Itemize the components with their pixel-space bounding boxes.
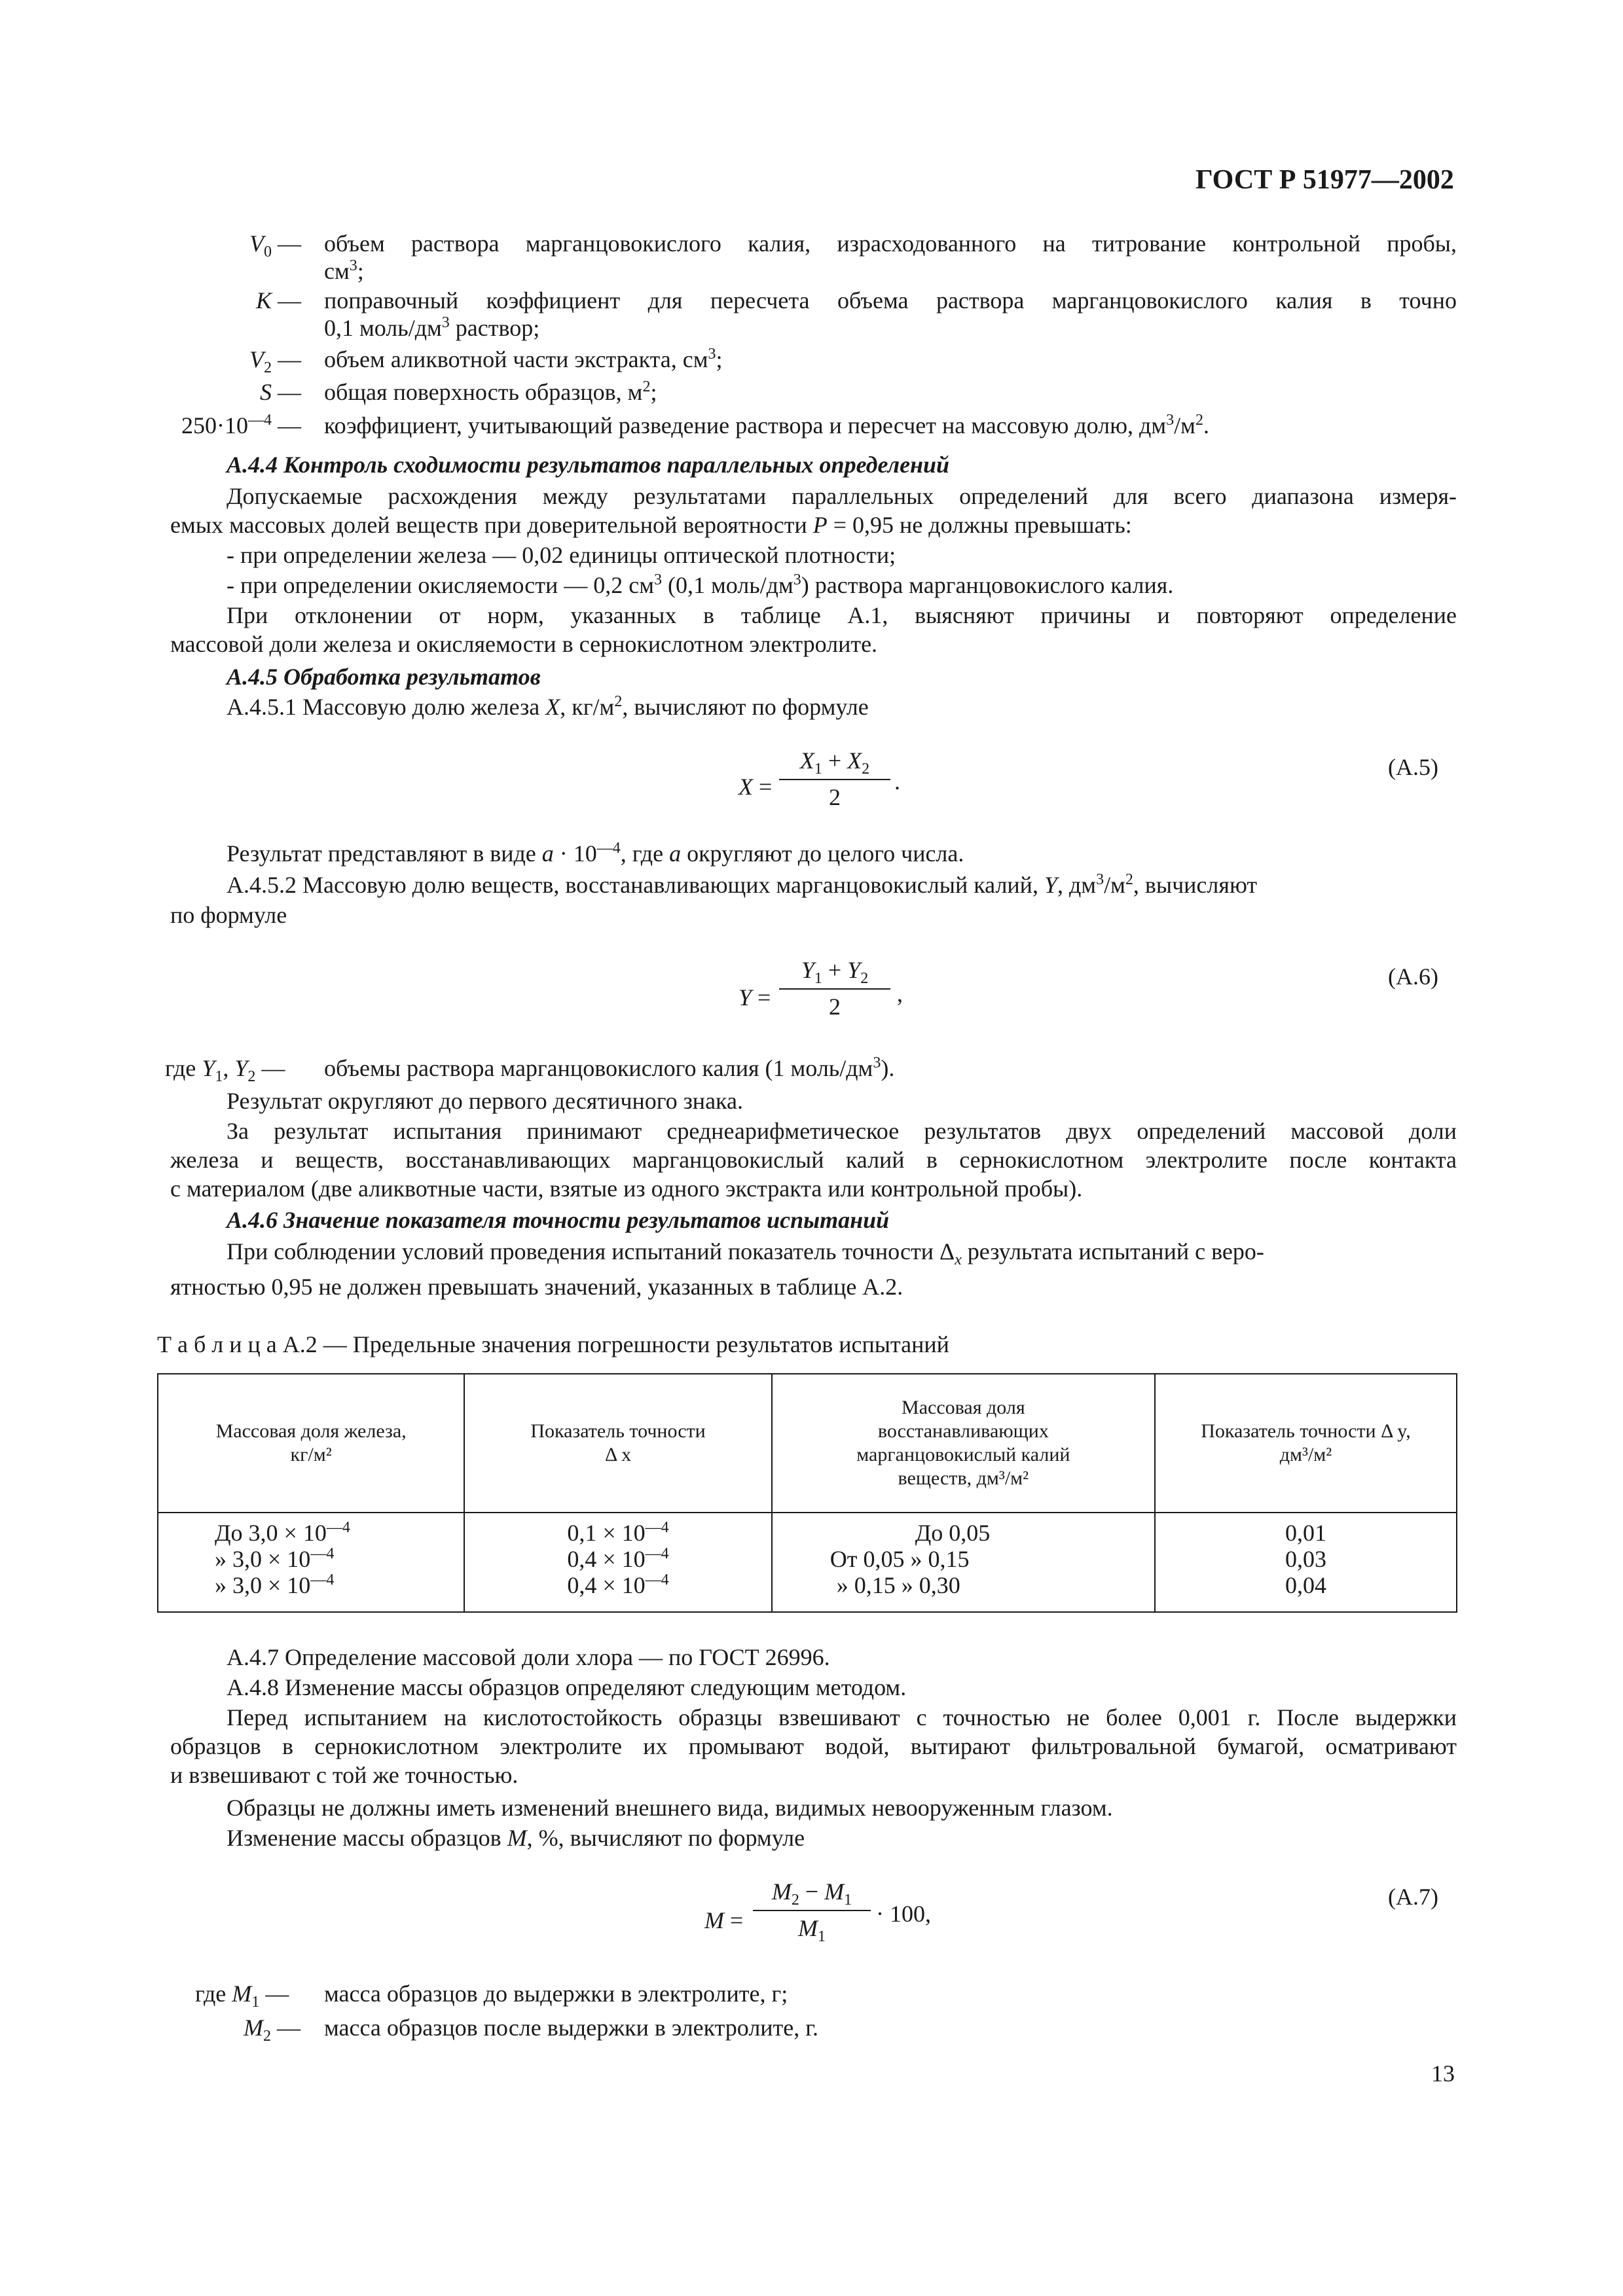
eq7-lhs: M = bbox=[704, 1907, 744, 1933]
eq6-number: (А.6) bbox=[1388, 963, 1438, 990]
a452-line2: по формуле bbox=[170, 902, 287, 928]
eq5-tail: . bbox=[894, 768, 900, 795]
eq5-number: (А.5) bbox=[1388, 754, 1438, 780]
a44-p1-line1: Допускаемые расхождения между результатами параллельных определений для всего диапазона измеря- bbox=[227, 483, 1457, 509]
iron-value-2: » $3,0 \times 10^{—4}$ bbox=[215, 1545, 335, 1572]
td-accuracy-x-values bbox=[464, 1513, 771, 1612]
eq7-fraction-bar bbox=[753, 1910, 871, 1911]
table-body-row bbox=[158, 1513, 1457, 1612]
def-text-k: поправочный коэффициент для пересчета объема раствора марганцовокислого калия в точно bbox=[324, 287, 1457, 314]
heading-a46: А.4.6 Значение показателя точности результатов испытаний bbox=[227, 1207, 890, 1233]
td-reducing-values bbox=[772, 1513, 1155, 1612]
eq5-numerator: $X_1 + X_2$ bbox=[799, 747, 870, 778]
a44-bullet-iron: - при определении железа — 0,02 единицы оптической плотности; bbox=[227, 542, 896, 568]
a44-bullet-oxid: - при определении окисляемости — 0,2 $см^3$ (0,1 моль/$дм^3$) раствора марганцовокислого калия. bbox=[227, 571, 1174, 598]
a46-line2: ятностью 0,95 не должен превышать значений, указанных в таблице А.2. bbox=[170, 1274, 903, 1300]
a45-p3-line2: железа и веществ, восстанавливающих марганцовокислый калий в сернокислотном электролите после контакта bbox=[170, 1147, 1457, 1173]
eq7-tail: · 100, bbox=[876, 1901, 931, 1927]
accuracy-x-1: $0,1 \times 10^{—4}$ bbox=[567, 1519, 669, 1546]
eq7-number: (А.7) bbox=[1388, 1884, 1438, 1910]
a48-def2-text: масса образцов после выдержки в электролите, г. bbox=[324, 2015, 818, 2041]
th-iron-fraction: Массовая доля железа, кг/м² bbox=[158, 1374, 464, 1513]
a44-p2-line1: При отклонении от норм, указанных в таблице А.1, выясняют причины и повторяют определение bbox=[227, 602, 1457, 628]
reducing-value-3: » 0,15 » 0,30 bbox=[836, 1572, 960, 1598]
page-number: 13 bbox=[1431, 2060, 1455, 2087]
table-a2 bbox=[157, 1373, 1457, 1613]
accuracy-y-2: 0,03 bbox=[1285, 1546, 1326, 1572]
eq6-fraction-bar bbox=[779, 988, 890, 990]
accuracy-y-3: 0,04 bbox=[1285, 1572, 1326, 1598]
a45-result2: Результат округляют до первого десятичного знака. bbox=[227, 1088, 743, 1114]
iron-value-1: До $3,0 \times 10^{—4}$ bbox=[215, 1519, 350, 1546]
eq7-denominator: $M_1$ bbox=[798, 1915, 826, 1946]
a48-def1-symbol: где $M_1$ — bbox=[195, 1981, 289, 2011]
eq7-numerator: $M_2 - M_1$ bbox=[771, 1878, 852, 1909]
table-header-row bbox=[158, 1374, 1457, 1513]
standard-code: ГОСТ Р 51977—2002 bbox=[1195, 165, 1454, 195]
eq5-fraction-bar bbox=[779, 779, 890, 780]
def-symbol-v2: $V_2$ — bbox=[249, 346, 301, 377]
def-symbol-coef: $250\cdot 10^{—4}$ — bbox=[181, 412, 301, 439]
td-iron-values bbox=[158, 1513, 464, 1612]
def-symbol-s: S — bbox=[260, 379, 301, 405]
a48-text: А.4.8 Изменение массы образцов определяют следующим методом. bbox=[227, 1674, 907, 1700]
def-text-coef: коэффициент, учитывающий разведение раствора и пересчет на массовую долю, $дм^3/м^2$. bbox=[324, 412, 1209, 439]
def-text-v0-cont: $см^3$; bbox=[324, 257, 364, 284]
accuracy-y-1: 0,01 bbox=[1285, 1520, 1326, 1546]
a45-result1: Результат представляют в виде $a \cdot 10^{—4}$, где a округляют до целого числа. bbox=[227, 840, 964, 867]
a45-p3-line3: с материалом (две аликвотные части, взятые из одного экстракта или контрольной пробы). bbox=[170, 1175, 1083, 1202]
eq5-denominator: 2 bbox=[829, 784, 841, 810]
a451-text: А.4.5.1 Массовую долю железа X, $кг/м^2$, вычисляют по формуле bbox=[227, 693, 869, 720]
heading-a45: А.4.5 Обработка результатов bbox=[227, 664, 541, 690]
a45-where-text: объемы раствора марганцовокислого калия (1 моль/$дм^3$). bbox=[324, 1054, 895, 1081]
eq5-lhs: X = bbox=[739, 774, 773, 800]
table-caption: Т а б л и ц а А.2 — Предельные значения погрешности результатов испытаний bbox=[157, 1331, 949, 1357]
a46-line1: При соблюдении условий проведения испытаний показатель точности $\Delta_x$ результата испытаний с веро- bbox=[227, 1238, 1264, 1269]
def-symbol-v0: $V_0$ — bbox=[249, 230, 301, 261]
a48-p1-line2: образцов в сернокислотном электролите их промывают водой, вытирают фильтровальной бумагой, осматривают bbox=[170, 1733, 1457, 1759]
a47-text: А.4.7 Определение массовой доли хлора — по ГОСТ 26996. bbox=[227, 1644, 830, 1670]
iron-value-3: » $3,0 \times 10^{—4}$ bbox=[215, 1571, 335, 1598]
reducing-value-1: До 0,05 bbox=[915, 1520, 991, 1546]
th-reducing-fraction: Массовая доля восстанавливающих марганцовокислый калий веществ, дм³/м² bbox=[772, 1374, 1155, 1513]
def-text-v2: объем аликвотной части экстракта, $см^3$; bbox=[324, 346, 723, 372]
reducing-value-2: От 0,05 » 0,15 bbox=[830, 1546, 970, 1572]
eq6-denominator: 2 bbox=[829, 994, 841, 1020]
a48-p3: Изменение массы образцов M, %, вычисляют по формуле bbox=[227, 1825, 805, 1851]
def-symbol-k: K — bbox=[255, 287, 301, 314]
th-accuracy-y: Показатель точности Δ y, дм³/м² bbox=[1155, 1374, 1457, 1513]
th-accuracy-x: Показатель точности Δ x bbox=[464, 1374, 771, 1513]
a44-p2-line2: массовой доли железа и окисляемости в сернокислотном электролите. bbox=[170, 631, 878, 657]
def-text-s: общая поверхность образцов, $м^2$; bbox=[324, 378, 657, 405]
heading-a44: А.4.4 Контроль сходимости результатов параллельных определений bbox=[227, 452, 950, 478]
a452-text: А.4.5.2 Массовую долю веществ, восстанавливающих марганцовокислый калий, Y, $дм^3/м^2$, вычисляют bbox=[227, 871, 1258, 898]
a48-p1-line3: и взвешивают с той же точностью. bbox=[170, 1762, 519, 1788]
eq6-tail: , bbox=[897, 980, 903, 1007]
def-text-k-cont: 0,1 моль/$дм^3$ раствор; bbox=[324, 314, 540, 341]
a48-def1-text: масса образцов до выдержки в электролите, г; bbox=[324, 1981, 788, 2007]
a48-p2: Образцы не должны иметь изменений внешнего вида, видимых невооруженным глазом. bbox=[227, 1795, 1113, 1821]
a45-p3-line1: За результат испытания принимают среднеарифметическое результатов двух определений массовой доли bbox=[227, 1118, 1457, 1144]
def-text-v0: объем раствора марганцовокислого калия, израсходованного на титрование контрольной пробы, bbox=[324, 230, 1457, 257]
a48-p1-line1: Перед испытанием на кислотостойкость образцы взвешивают с точностью не более 0,001 г. После выдержки bbox=[227, 1704, 1457, 1731]
eq6-numerator: $Y_1 + Y_2$ bbox=[801, 957, 869, 988]
td-accuracy-y-values bbox=[1155, 1513, 1457, 1612]
eq6-lhs: Y = bbox=[739, 984, 771, 1011]
accuracy-x-3: $0,4 \times 10^{—4}$ bbox=[567, 1571, 669, 1598]
a48-def2-symbol: $M_2$ — bbox=[244, 2015, 301, 2045]
a44-p1-line2: емых массовых долей веществ при доверительной вероятности P = 0,95 не должны превышать: bbox=[170, 512, 1132, 538]
a45-where: где $Y_1$, $Y_2$ — bbox=[165, 1055, 285, 1086]
accuracy-x-2: $0,4 \times 10^{—4}$ bbox=[567, 1545, 669, 1572]
